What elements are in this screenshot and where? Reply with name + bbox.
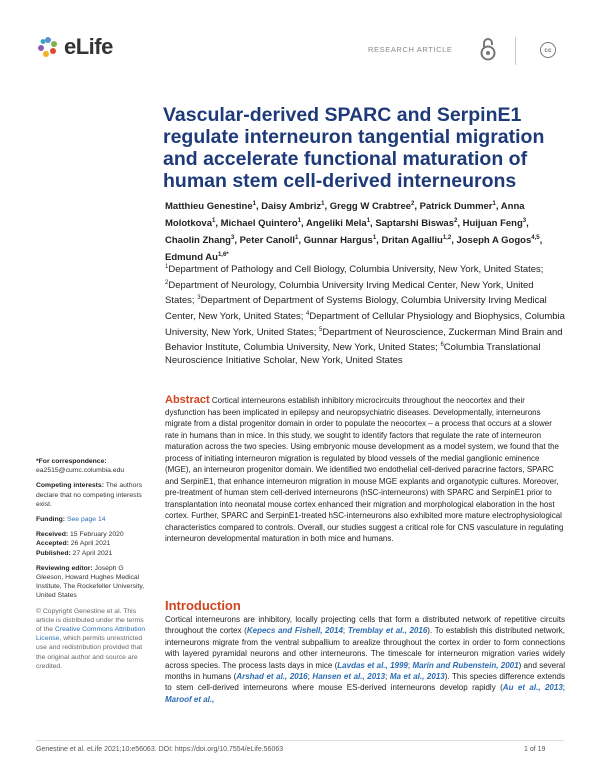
author-affiliation-marker: 4,5 [531,235,540,242]
author-name: Patrick Dummer [419,201,493,213]
citation-link[interactable]: Ma et al., 2013 [389,672,445,682]
author-affiliation-marker: 1,2 [442,235,452,242]
affiliation-text: Department of Department of Systems Biology, Columbia University Irving Medical Center, New York, United States; [165,295,547,323]
author-name: Saptarshi Biswas [375,218,454,230]
introduction-segment: ; [307,672,313,682]
funding-label: Funding: [36,516,66,524]
affiliation-marker: 2 [165,279,169,286]
author-affiliation-marker: 3 [522,218,527,225]
author-name: Gunnar Hargus [303,235,373,247]
affiliation-text: Department of Cellular Physiology and Biophysics, Columbia University, New York, United States; [165,311,565,338]
author-affiliation-marker: 1 [366,218,371,225]
author-name: Chaolin Zhang [165,235,231,247]
affiliation-text: Department of Pathology and Cell Biology, Columbia University, New York, United States; [168,264,544,276]
copyright-suffix: which permits unrestricted use and redistribution provided that the original author and source are credited. [36,635,143,670]
author-affiliation-marker: 1 [492,201,496,207]
citation-link[interactable]: Arshad et al., 2016 [236,672,308,682]
competing-label: Competing interests: [36,482,104,490]
author-affiliation-marker: 1 [321,201,325,207]
accepted-label: Accepted: [36,540,69,548]
received-label: Received: [36,531,69,539]
affiliation-marker: 4 [306,310,310,317]
author-name: Joseph A Gogos [456,235,532,247]
footer-divider [36,740,564,741]
footer-citation: Genestine et al. eLife 2021;10:e56063. DOI: https://doi.org/10.7554/eLife.56063 [36,746,284,753]
introduction-text [165,614,565,705]
affiliation-marker: 3 [197,295,201,302]
copyright-prefix: © Copyright Genestine et al. This article is distributed under the terms of the [36,607,144,634]
author-affiliation-marker: 1 [297,218,302,225]
correspondence-label: *For correspondence: [36,458,107,465]
received-date: 15 February 2020 [70,531,124,539]
author-name: Edmund Au [165,252,218,264]
author-name: Peter Canoll [239,235,296,247]
citation-link[interactable]: Hansen et al., 2013 [312,672,386,682]
author-affiliation-marker: 1 [211,218,216,225]
creative-commons-icon: cc [540,42,556,58]
citation-link[interactable]: Au et al., 2013 [502,683,563,693]
abstract [165,395,565,545]
author-affiliation-marker: 1 [295,235,299,242]
accepted-date: 26 April 2021 [70,540,111,548]
affiliation-marker: 6 [440,342,444,349]
editor-label: Reviewing editor: [36,564,93,572]
license-link[interactable]: Creative Commons Attribution License, [36,626,146,643]
published-date: 27 April 2021 [72,549,113,557]
funding-link[interactable]: See page 14 [66,516,106,524]
citation-link[interactable]: Maroof et al., [165,694,215,704]
citation-link[interactable]: Tremblay et al., 2016 [347,626,428,636]
affiliation-text: Department of Neuroscience, Zuckerman Mind Brain and Behavior Institute, Columbia University, New York, United States; [165,326,563,354]
logo-text: eLife [64,34,113,59]
introduction-segment: ; [385,672,390,682]
affiliation-list [165,261,565,367]
author-name: Gregg W Crabtree [329,201,412,213]
author-name: Matthieu Genestine [165,201,253,213]
published-label: Published: [36,549,71,557]
affiliation-text: Department of Neurology, Columbia University Irving Medical Center, New York, United States; [165,279,534,307]
introduction-segment: Cortical interneurons are inhibitory, locally projecting cells that form a distributed network of repetitive circuits throughout the cortex ( [165,615,565,636]
introduction-segment: ; [562,683,566,693]
author-name: Huijuan Feng [462,218,523,230]
author-affiliation-marker: 1 [252,201,256,207]
author-affiliation-marker: 2 [411,201,415,207]
author-affiliation-marker: 1 [372,235,377,242]
copyright-notice [36,607,148,671]
introduction-segment: ). To establish this distributed network, interneurons migrate from the ventral subpallium to arealize throughout the cortex in order to form connections with layered pyramidal neurons and other interneurons. The timescale for interneuron migration varies widely across species. The process lasts days in mice ( [165,626,565,670]
abstract-heading: Abstract [165,394,210,406]
author-affiliation-marker: 3 [230,235,235,242]
affiliation-marker: 5 [319,326,323,333]
author-name: Daisy Ambriz [261,201,322,213]
author-affiliation-marker: 1,6* [217,252,229,259]
introduction-segment: ; [407,660,413,670]
affiliation-marker: 1 [165,264,169,270]
introduction-heading: Introduction [165,598,241,613]
citation-link[interactable]: Lavdas et al., 1999 [337,660,408,670]
article-type: RESEARCH ARTICLE [368,45,453,54]
page-number: 1 of 19 [524,746,546,753]
abstract-text: Cortical interneurons establish inhibitory microcircuits throughout the neocortex and their dysfunction has been implicated in epilepsy and neuropsychiatric diseases. Developmentally, interneurons migrate from a distal progenitor domain in order to populate the neocortex – a process that occurs at a slower rate in humans than in mice. In this study, we sought to identify factors that regulate the rate of interneuron maturation across the two species. Using embryonic mouse development as a model system, we found that the process of initiating interneuron migration is regulated by blood vessels of the medial ganglionic eminence (MGE), an interneuron progenitor domain. We identified two endothelial cell-derived paracrine factors, SPARC and SerpinE1, that enhance interneuron migration in mouse MGE explants and organotypic cultures. Moreover, pre-treatment of human stem cell-derived interneurons (hSC-interneurons) with SPARC and SerpinE1 prior to transplantation into neonatal mouse cortex enhanced their migration and morphological elaboration in the host cortex. Further, SPARC and SerpinE1-treated hSC-interneurons also exhibited more mature electrophysiological characteristics compared to controls. Overall, our studies suggest a critical role for CNS vasculature in regulating interneuron developmental maturation in both mice and humans. [165,396,564,543]
citation-link[interactable]: Kepecs and Fishell, 2014 [246,626,343,636]
author-name: Dritan Agalliu [381,235,443,247]
citation-link[interactable]: Marín and Rubenstein, 2001 [412,660,519,670]
affiliation-text: Columbia Translational Neuroscience Initiative Scholar, New York, United States [165,342,541,366]
open-access-icon [480,36,496,67]
header-divider [515,37,516,65]
article-sidebar [36,457,148,677]
competing-text: The authors declare that no competing interests exist. [36,482,143,508]
author-list: Matthieu Genestine$^1$, Daisy Ambriz$^1$, Gregg W Crabtree$^2$, Patrick Dummer$^1$, Anna Molotkova$^1$, Michael Quintero$^1$, Angeliki Mela$^1$, Saptarshi Biswas$^2$, Huijuan Feng$^3$, Chaolin Zhang$^3$, Peter Canoll$^1$, Gunnar Hargus$^1$, Dritan Agalliu$^{1,2}$, Joseph A Gogos$^{4,5}$, Edmund $Au^{1,6*}$ [165,201,543,264]
editor-text: Joseph G Gleeson, Howard Hughes Medical Institute, The Rockefeller University, United States [36,564,145,600]
author-name: Angeliki Mela [305,218,367,230]
article-title: Vascular-derived SPARC and SerpinE1 regulate interneuron tangential migration and accelerate functional maturation of human stem cell-derived interneurons [163,104,545,192]
author-affiliation-marker: 2 [453,218,458,225]
introduction-segment: ). This species difference extends to stem cell-derived interneurons where mouse ES-derived interneurons develop rapidly ( [165,672,565,693]
author-name: Michael Quintero [220,218,298,230]
introduction-segment: ; [342,626,348,636]
elife-logo[interactable] [36,34,113,60]
introduction-segment: ) and several months in humans ( [165,660,566,682]
correspondence-email[interactable]: ea2515@cumc.columbia.edu [36,467,125,475]
elife-logo-icon [36,35,60,59]
author-name: Anna Molotkova [165,201,525,230]
